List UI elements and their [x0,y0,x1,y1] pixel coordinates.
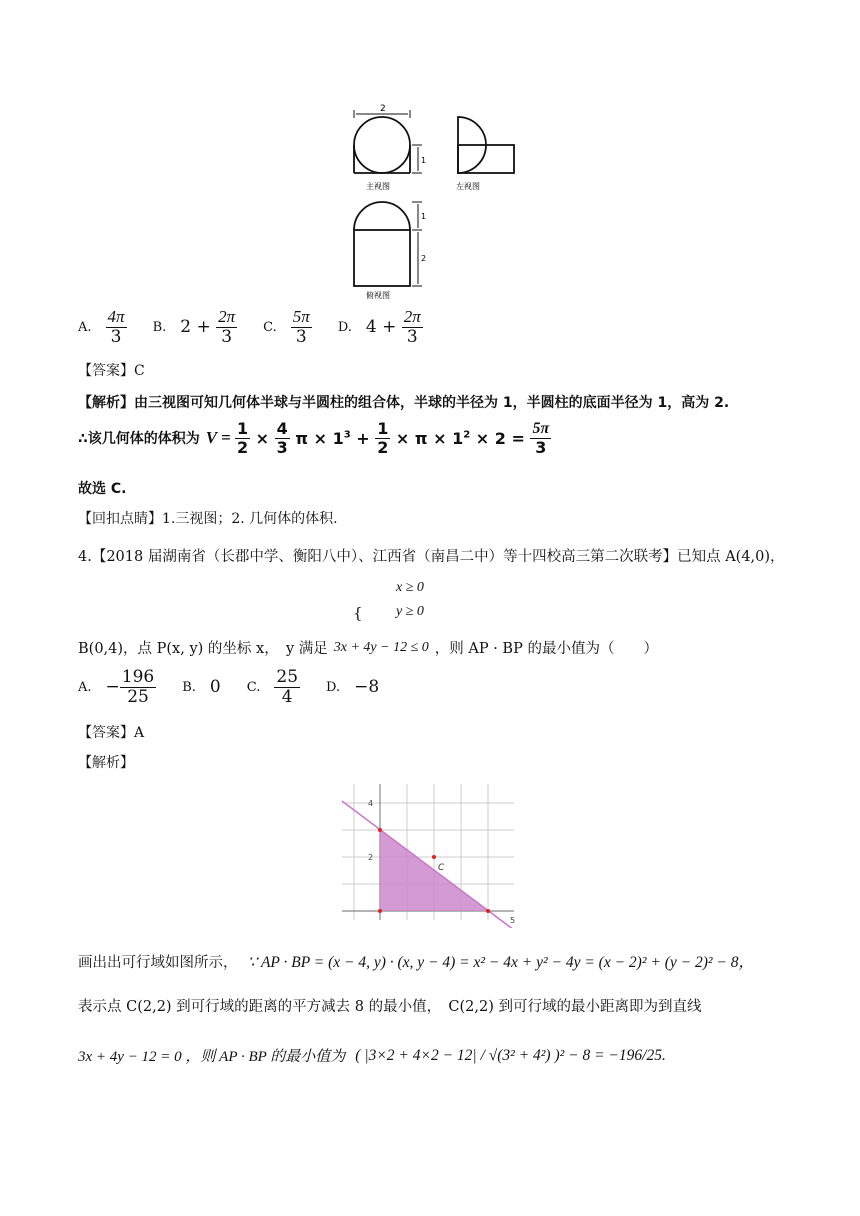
top-dim-1: 1 [421,212,427,221]
axis-label-2: 2 [368,853,374,862]
option-label: C. [246,679,261,695]
top-view [354,202,422,286]
q4-options [78,668,405,706]
option-label: B. [182,679,196,695]
point-c [432,855,436,859]
q3-option-d: D. 4 + $\frac{2\pi}{3}$ [337,307,421,347]
q4-question-line2 [78,637,658,658]
option-label: A. [78,679,92,695]
q4-answer: 【答案】A [78,725,145,741]
option-label: C. [263,319,277,335]
point-c-label: C [438,863,445,873]
q4-question-line1: 4.【2018 届湖南省（长郡中学、衡阳八中）、江西省（南昌二中）等十四校高三第二次联考】已知点 A(4,0)， [78,549,785,565]
vertex [486,909,490,913]
volume-prefix: ∴该几何体的体积为 [78,431,200,448]
text3-formula: ( |3×2 + 4×2 − 12| / √(3² + 4²) )² − 8 = −196/25. [355,1046,666,1064]
front-view-label: 主视图 [366,182,390,191]
q3-options [78,308,449,346]
question-text-a: B(0,4)，点 P(x, y) 的坐标 x， y 满足 [78,641,328,657]
q3-review: 【回扣点睛】1.三视图；2. 几何体的体积. [78,511,338,527]
option-label: A. [78,319,92,335]
option-value: 0 [209,677,221,698]
text3-prefix: 3x + 4y − 12 = 0 ，则 AP · BP 的最小值为 [78,1049,346,1065]
q3-analysis-line2: ∴该几何体的体积为 V = $\frac{1}{2}$ × $\frac{4}{3}$ $\pi \times 1^3$ + $\frac{1}{2}$ × $\pi \times 1^2 \times 2$ = $\frac{5\pi}{3}$ [78,419,550,457]
q4-analysis-label: 【解析】 [78,755,134,771]
q4-option-c: C. $\frac{25}{4}$ [246,667,299,707]
side-view [458,117,514,173]
text1-prefix: 画出出可行域如图所示， [78,954,238,971]
vertex [378,909,382,913]
q3-conclusion: 故选 C. [78,481,127,497]
top-view-label: 俯视图 [366,291,390,300]
q4-option-a: A. − $\frac{196}{25}$ [78,667,155,707]
option-label: D. [326,679,341,695]
front-view [354,110,422,173]
feasible-region-graph [338,780,520,928]
q3-option-a: A. $\frac{4\pi}{3}$ [78,307,125,347]
axis-label-4: 4 [368,799,374,808]
constraint-3: 3x + 4y − 12 ≤ 0 [333,639,429,655]
constraint-1: x ≥ 0 [396,580,424,595]
q4-text2: 表示点 C(2,2) 到可行域的距离的平方减去 8 的最小值， C(2,2) 到可行域的最小距离即为到直线 [78,999,702,1015]
front-dim-1: 1 [421,156,427,165]
question-text-b: ，则 AP · BP 的最小值为（ ） [434,641,658,657]
q3-answer: 【答案】C [78,363,145,379]
q4-option-d [326,677,379,697]
top-dim-2: 2 [421,254,427,263]
constraint-2: y ≥ 0 [396,604,424,619]
option-label: B. [152,319,167,335]
q4-text1 [78,950,754,972]
front-dim-2: 2 [380,104,386,114]
vertex [378,828,382,832]
q3-option-c: C. $\frac{5\pi}{3}$ [263,307,310,347]
q4-text3 [78,1045,666,1066]
option-label: D. [337,319,352,335]
q4-option-b [182,677,221,697]
constraint-brace: { [353,604,363,622]
q3-option-b: B. 2 + $\frac{2\pi}{3}$ [152,307,236,347]
three-view-figure [340,100,530,300]
option-value: −8 [354,677,380,698]
axis-label-5: 5 [510,916,516,925]
q3-analysis-line1: 【解析】由三视图可知几何体半球与半圆柱的组合体，半球的半径为 1，半圆柱的底面半径为 1，高为 2. [78,395,730,411]
text1-formula: ∵ AP · BP = (x − 4, y) · (x, y − 4) = x² − 4x + y² − 4y = (x − 2)² + (y − 2)² − 8， [247,954,754,971]
side-view-label: 左视图 [456,182,480,191]
